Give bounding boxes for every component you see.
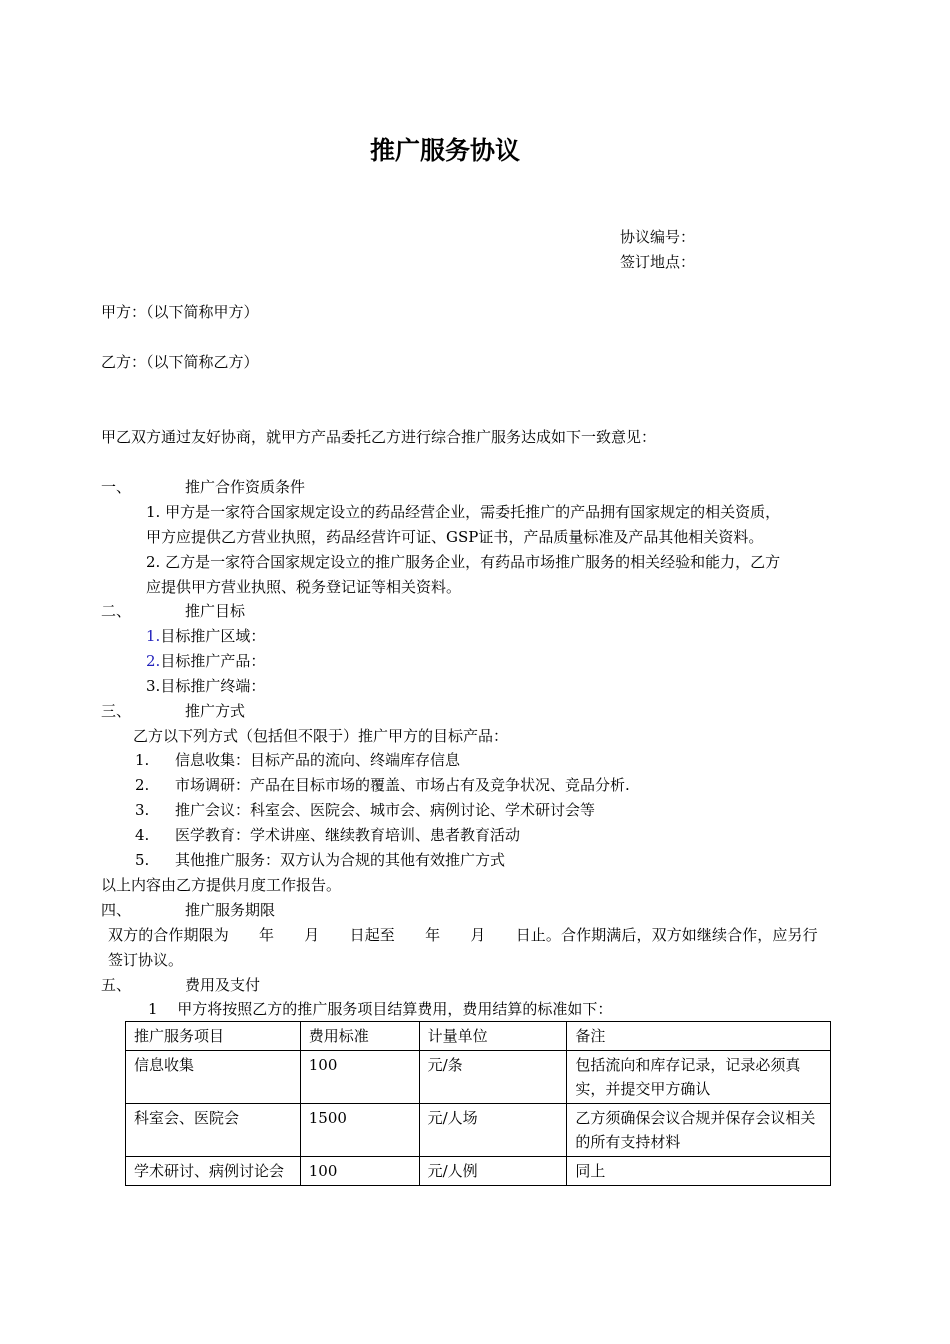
section-title: 推广合作资质条件 [185,478,306,496]
method-lead: 乙方以下列方式（包括但不限于）推广甲方的目标产品： [133,727,509,745]
table-header-cell: 推广服务项目 [126,1022,301,1051]
signing-place-label: 签订地点： [620,253,696,271]
item-number: 1. [135,751,150,769]
section-3-heading [101,701,245,721]
clause-1-1-line-2: 甲方应提供乙方营业执照，药品经营许可证、GSP证书，产品质量标准及产品其他相关资料。 [146,528,764,546]
item-text: 目标推广产品： [160,652,266,670]
clause-1-2-line-1: 2. 乙方是一家符合国家规定设立的推广服务企业，有药品市场推广服务的相关经验和能力，乙方 [146,553,781,571]
table-cell: 学术研讨、病例讨论会 [126,1157,301,1186]
table-header-cell: 计量单位 [419,1022,567,1051]
report-note: 以上内容由乙方提供月度工作报告。 [101,876,342,894]
item-number: 3. [135,801,150,819]
table-header-cell: 费用标准 [300,1022,419,1051]
item-number: 2. [146,652,161,670]
table-header-row [126,1022,831,1051]
party-b-line: 乙方：（以下简称乙方） [101,353,259,371]
method-item [135,800,595,820]
section-title: 推广目标 [185,602,246,620]
table-cell: 包括流向和库存记录，记录必须真实，并提交甲方确认 [567,1051,831,1104]
method-item [135,750,460,770]
section-1-heading [101,477,305,497]
section-4-heading [101,900,275,920]
item-number: 4. [135,826,150,844]
section-number: 一、 [101,478,132,496]
clause-1-2-line-2: 应提供甲方营业执照、税务登记证等相关资料。 [146,578,462,596]
clause-1-1-line-1: 1. 甲方是一家符合国家规定设立的药品经营企业，需委托推广的产品拥有国家规定的相关资质， [146,503,781,521]
table-row [126,1104,831,1157]
section-title: 费用及支付 [185,976,261,994]
section-title: 推广方式 [185,702,246,720]
item-text: 医学教育：学术讲座、继续教育培训、患者教育活动 [175,826,521,844]
item-number: 2. [135,776,150,794]
term-line-2: 签订协议。 [108,951,184,969]
payment-clause-1: 1 甲方将按照乙方的推广服务项目结算费用，费用结算的标准如下： [148,1000,613,1018]
table-cell: 乙方须确保会议合规并保存会议相关的所有支持材料 [567,1104,831,1157]
section-5-heading [101,975,260,995]
table-cell: 信息收集 [126,1051,301,1104]
section-title: 推广服务期限 [185,901,276,919]
item-number: 3. [146,677,161,695]
target-item [146,676,265,696]
table-cell: 同上 [567,1157,831,1186]
section-number: 二、 [101,602,132,620]
agreement-number-label: 协议编号： [620,228,696,246]
table-cell: 元/条 [419,1051,567,1104]
term-line-1: 双方的合作期限为 年 月 日起至 年 月 日止。合作期满后，双方如继续合作，应另行 [108,926,818,944]
section-number: 五、 [101,976,132,994]
item-text: 推广会议：科室会、医院会、城市会、病例讨论、学术研讨会等 [175,801,596,819]
item-text: 目标推广区域： [160,627,266,645]
method-item [135,850,505,870]
item-text: 市场调研：产品在目标市场的覆盖、市场占有及竞争状况、竞品分析. [175,776,630,794]
item-text: 其他推广服务：双方认为合规的其他有效推广方式 [175,851,506,869]
item-number: 1. [146,627,161,645]
target-item [146,651,265,671]
table-row [126,1051,831,1104]
fee-table [125,1021,831,1186]
table-cell: 100 [300,1051,419,1104]
method-item [135,775,630,795]
table-cell: 元/人例 [419,1157,567,1186]
page-title: 推广服务协议 [369,136,520,165]
table-cell: 科室会、医院会 [126,1104,301,1157]
section-number: 三、 [101,702,132,720]
table-cell: 元/人场 [419,1104,567,1157]
table-cell: 1500 [300,1104,419,1157]
item-text: 目标推广终端： [160,677,266,695]
item-number: 5. [135,851,150,869]
section-number: 四、 [101,901,132,919]
party-a-line: 甲方：（以下简称甲方） [101,303,259,321]
table-header-cell: 备注 [567,1022,831,1051]
target-item [146,626,265,646]
table-cell: 100 [300,1157,419,1186]
section-2-heading [101,601,245,621]
table-row [126,1157,831,1186]
method-item [135,825,520,845]
item-text: 信息收集：目标产品的流向、终端库存信息 [175,751,461,769]
intro-paragraph: 甲乙双方通过友好协商，就甲方产品委托乙方进行综合推广服务达成如下一致意见： [101,428,657,446]
